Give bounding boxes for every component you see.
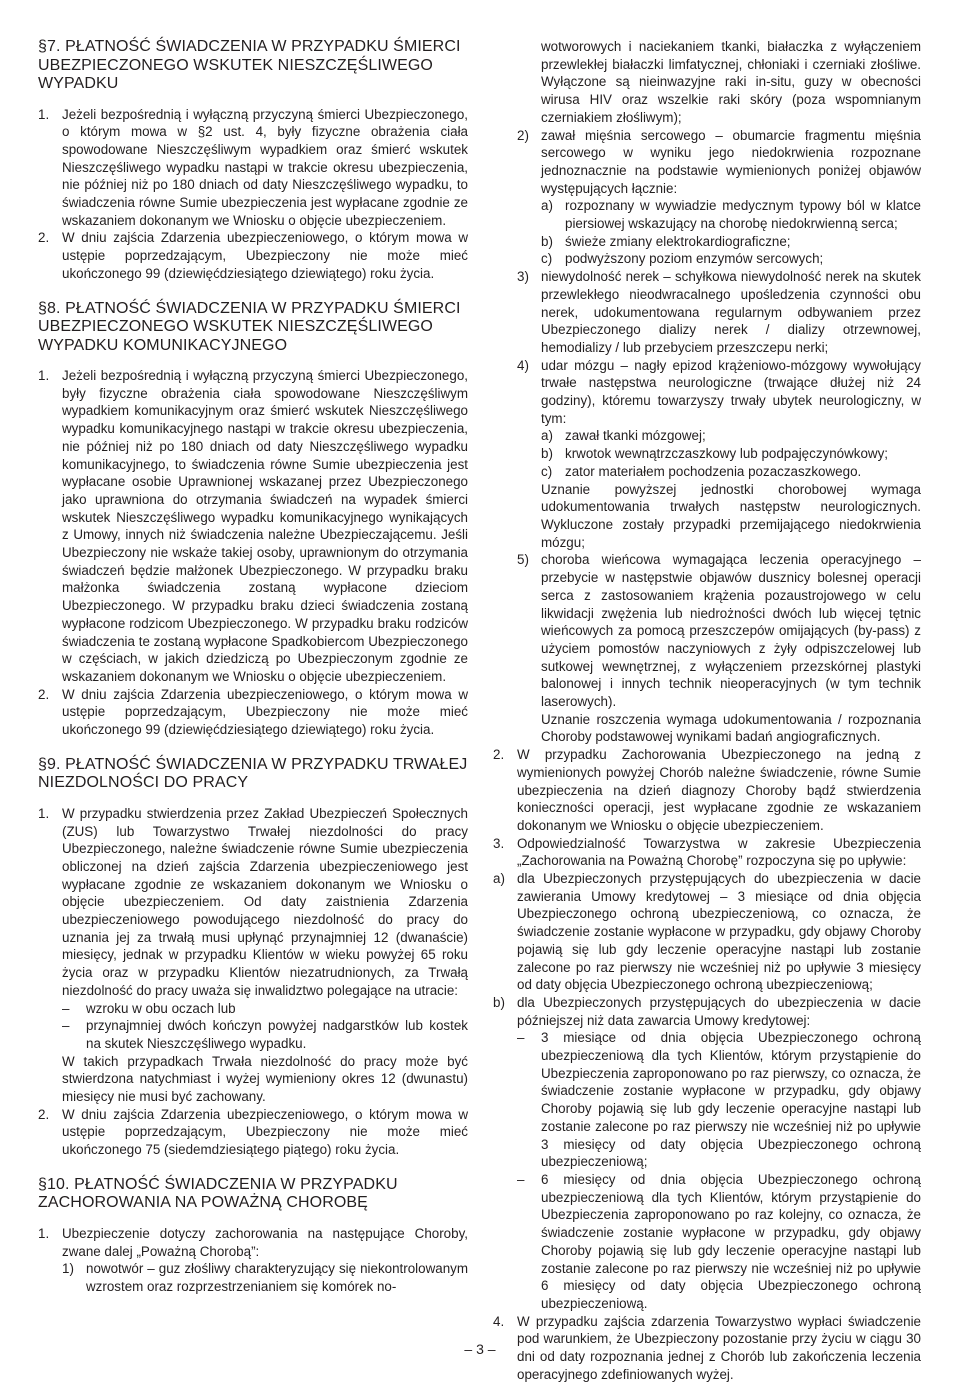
disease-item-5 xyxy=(517,551,921,746)
point-number: 3. xyxy=(493,835,505,851)
sub-item-text: podwyższony poziom enzymów sercowych; xyxy=(565,251,824,267)
item-number: 1) xyxy=(62,1261,74,1277)
dash-mark: – xyxy=(517,1172,525,1187)
section-9-point-1 xyxy=(38,805,468,1106)
sub-item-letter: b) xyxy=(541,233,553,249)
item-text: nowotwór – guz złośliwy charakteryzujący się niekontrolowanym wzrostem oraz rozprzestrzenianiem się komórek no- xyxy=(86,1261,468,1294)
section-9-point-2 xyxy=(38,1106,468,1159)
sub-item-text: rozpoznany w wywiadzie medycznym typowy ból w klatce piersiowej wskazujący na chorobę niedokrwienną serca; xyxy=(565,198,921,232)
section-10-point-3 xyxy=(493,835,921,870)
section-7-point-2 xyxy=(38,229,468,282)
sub-item xyxy=(541,445,921,463)
section-10-heading: §10. PŁATNOŚĆ ŚWIADCZENIA W PRZYPADKU ZACHOROWANIA NA POWAŻNĄ CHOROBĘ xyxy=(38,1175,398,1212)
sub-item-text: świeże zmiany elektrokardiograficzne; xyxy=(565,233,791,249)
dash-mark: – xyxy=(62,1018,70,1034)
disease-item-3 xyxy=(517,268,921,357)
sub-item-letter: b) xyxy=(541,446,553,462)
dash-item xyxy=(517,1029,921,1171)
item-text: zawał mięśnia sercowego – obumarcie fragmentu mięśnia sercowego w wyniku jego niedokrwienia rozpoznane jednoznacznie na podstawie wymienionych poniżej objawów występujących łącznie: xyxy=(541,127,921,196)
item-number: 4) xyxy=(517,357,529,373)
point-text: W przypadku zajścia zdarzenia Towarzystwo wypłaci świadczenie pod warunkiem, że Ubezpieczony pozostanie przy życiu w ciągu 30 dni od daty rozpoznania jednej z Chorób lub zakończenia leczenia operacyjnego zdefiniowanych wyżej. xyxy=(517,1313,921,1382)
sub-item-letter: c) xyxy=(541,463,553,479)
section-8-point-1 xyxy=(38,367,468,686)
point-number: 2. xyxy=(493,747,505,763)
item-note: Uznanie powyższej jednostki chorobowej wymaga udokumentowania trwałych następstw neurologicznych. Wykluczone zostały przypadki przemijającego niedokrwienia mózgu; xyxy=(541,481,921,550)
section-7-heading: §7. PŁATNOŚĆ ŚWIADCZENIA W PRZYPADKU ŚMIERCI UBEZPIECZONEGO WSKUTEK NIESZCZĘŚLIWEGO WYPADKU xyxy=(38,38,461,92)
disease-item-1 xyxy=(62,1260,468,1295)
dash-text: 3 miesiące od dnia objęcia Ubezpieczonego ochroną ubezpieczeniową dla tych Klientów, którym przystąpienie do Ubezpieczenia zaproponowano po raz pierwszy, co oznacza, że świadczenie zostanie wypłacone w przypadku, gdy objawy Choroby pojawią się lub gdy leczenie operacyjne nastąpi lub zostanie zalecone po raz pierwszy nie wcześniej niż po upływie 3 miesięcy od daty objęcia Ubezpieczonego ochroną ubezpieczeniową; xyxy=(541,1030,921,1170)
point-text: W dniu zajścia Zdarzenia ubezpieczeniowego, o którym mowa w ustępie poprzedzającym, Ubezpieczony nie może mieć ukończonego 99 (dziewięćdziesiątego dziewiątego) roku życia. xyxy=(62,230,468,281)
point-text: Jeżeli bezpośrednią i wyłączną przyczyną śmierci Ubezpieczonego, były fizyczne obrażenia ciała spowodowane Nieszczęśliwym wypadkiem komunikacyjnym oraz śmierć wskutek Nieszczęśliwego wypadku komunikacyjnego nastąpi w trakcie okresu ubezpieczenia, nie później niż po 180 dniach od daty Nieszczęśliwego wypadku komunikacyjnego, to świadczenia równe Sumie ubezpieczenia jest wypłacane osobie Uprawnionej wskazanej przez Ubezpieczonego jako uprawniona do otrzymania świadczeń na wypadek śmierci wskutek Nieszczęśliwego wypadku komunikacyjnego wynikających z Umowy, innych niż świadczenia należne Ubezpieczającemu. Jeśli Ubezpieczony nie wskaże takiej osoby, uprawnionym do otrzymania świadczeń będzie małżonek Ubezpieczonego. W przypadku braku małżonka świadczenia zostaną wypłacone dzieciom Ubezpieczonego. W przypadku braku dzieci świadczenia zostaną wypłacone rodzicom Ubezpieczonego. W przypadku braku rodziców świadczenia te zostaną wypłacone Spadkobiercom Ubezpieczonego w częściach, w jakich dziedziczą po Ubezpieczonym zgodnie ze wskazaniem dokonanym we Wniosku o objęcie ubezpieczeniem. xyxy=(62,368,468,684)
section-7-point-1 xyxy=(38,106,468,230)
sub-item xyxy=(541,427,921,445)
sub-item-text: zator materiałem pochodzenia pozaczaszkowego. xyxy=(565,463,862,479)
point-number: 2. xyxy=(38,686,50,702)
point-text: W dniu zajścia Zdarzenia ubezpieczeniowego, o którym mowa w ustępie poprzedzającym, Ubezpieczony nie może mieć ukończonego 99 (dziewięćdziesiątego dziewiątego) roku życia. xyxy=(62,686,468,738)
section-10-point-2 xyxy=(493,746,921,835)
sub-item xyxy=(541,463,921,481)
disease-item-4 xyxy=(517,357,921,552)
section-10-point-3b xyxy=(493,994,921,1313)
point-number: 1. xyxy=(38,106,50,122)
right-column xyxy=(493,38,921,1383)
section-10-point-3a xyxy=(493,870,921,994)
point-text: W przypadku Zachorowania Ubezpieczonego na jedną z wymienionych powyżej Chorób należne świadczenie, równe Sumie ubezpieczenia na dzień diagnozy Choroby bądź stwierdzenia konieczności operacji, jest wypłacane zgodnie ze wskazaniem dokonanym we Wniosku o objęcie ubezpieczeniem. xyxy=(517,747,921,833)
item-note: Uznanie roszczenia wymaga udokumentowania / rozpoznania Choroby podstawowej wynikami badań angiograficznych. xyxy=(541,711,921,745)
point-text: Ubezpieczenie dotyczy zachorowania na następujące Choroby, zwane dalej „Poważną Chorobą”: xyxy=(62,1225,468,1259)
disease-item-1-continued: wotworowych i naciekaniem tkanki, białaczka z wyłączeniem przewlekłej białaczki limfatycznej, chłoniaki i czerniaki złośliwe. Wyłączone są nieinwazyjne raki in-situ, guzy w obecności wirusa HIV oraz wszelkie raki skóry (poza wspomnianym czerniakiem złośliwym); xyxy=(541,39,921,125)
point-text: Jeżeli bezpośrednią i wyłączną przyczyną śmierci Ubezpieczonego, o którym mowa w §2 ust. 4, były fizyczne obrażenia ciała spowodowane Nieszczęśliwym wypadkiem oraz śmierć wskutek Nieszczęśliwego wypadku nastąpi w trakcie okresu ubezpieczenia, nie później niż po 180 dniach od daty Nieszczęśliwego wypadku, to świadczenia równe Sumie ubezpieczenia jest wypłacane zgodnie ze wskazaniem dokonanym we Wniosku o objęcie ubezpieczeniem. xyxy=(62,106,468,228)
dash-text: przynajmniej dwóch kończyn powyżej nadgarstków lub kostek na skutek Nieszczęśliwego wypadku. xyxy=(86,1018,468,1051)
dash-mark: – xyxy=(62,1000,70,1016)
point-text: Odpowiedzialność Towarzystwa w zakresie Ubezpieczenia „Zachorowania na Poważną Chorobę” rozpoczyna się po upływie: xyxy=(517,835,921,869)
point-text: W przypadku stwierdzenia przez Zakład Ubezpieczeń Społecznych (ZUS) lub Towarzystwo Trwałej niezdolności do pracy Ubezpieczonego, należne świadczenie równe Sumie ubezpieczenia obliczonej na dzień zajścia Zdarzenia ubezpieczeniowego jest wypłacane zgodnie ze wskazaniem dokonanym we Wniosku o objęcie ubezpieczeniem. Od daty zaistnienia Zdarzenia ubezpieczeniowego powodującego niezdolność do pracy do uznania jej za trwałą musi upłynąć przynajmniej 12 (dwanaście) miesięcy, jednak w przypadku Klientów w wieku powyżej 65 roku życia oraz w przypadku Klientów niezatrudnionych, za Trwałą niezdolność do pracy uważa się inwalidztwo polegające na utracie: xyxy=(62,805,468,998)
point-number: 1. xyxy=(38,805,50,821)
sub-item xyxy=(541,233,921,251)
section-8-point-2 xyxy=(38,686,468,739)
dash-item xyxy=(517,1171,921,1313)
point-text: dla Ubezpieczonych przystępujących do ubezpieczenia w dacie późniejszej niż data zawarcia Umowy kredytowej: xyxy=(517,994,921,1028)
sub-item-letter: a) xyxy=(541,428,553,444)
point-number: 1. xyxy=(38,1225,50,1241)
disease-item-2 xyxy=(517,127,921,269)
sub-item-letter: a) xyxy=(541,198,553,214)
point-number: 2. xyxy=(38,230,50,246)
section-8-heading: §8. PŁATNOŚĆ ŚWIADCZENIA W PRZYPADKU ŚMIERCI UBEZPIECZONEGO WSKUTEK NIESZCZĘŚLIWEGO WYPADKU KOMUNIKACYJNEGO xyxy=(38,299,461,354)
dash-text: 6 miesięcy od dnia objęcia Ubezpieczonego ochroną ubezpieczeniową dla tych Klientów, którym przystąpienie do Ubezpieczenia zaproponowano po raz kolejny, co oznacza, że świadczenie zostanie wypłacone w przypadku, gdy objawy Choroby pojawią się lub gdy leczenie operacyjne nastąpi lub zostanie zalecone po raz pierwszy nie wcześniej niż po upływie 6 miesięcy od daty objęcia Ubezpieczonego ochroną ubezpieczeniową. xyxy=(541,1172,921,1311)
point-letter: a) xyxy=(493,871,505,887)
point-text: dla Ubezpieczonych przystępujących do ubezpieczenia w dacie zawierania Umowy kredytowej – 3 miesiące od dnia objęcia Ubezpieczonego ochroną ubezpieczeniową, co oznacza, że świadczenie zostanie wypłacone w przypadku, gdy objawy Choroby pojawią się lub gdy leczenie operacyjne nastąpi lub zostanie zalecone po raz pierwszy nie wcześniej niż po upływie 3 miesięcy od daty objęcia Ubezpieczonego ochroną ubezpieczeniową; xyxy=(517,871,921,993)
section-9-heading: §9. PŁATNOŚĆ ŚWIADCZENIA W PRZYPADKU TRWAŁEJ NIEZDOLNOŚCI DO PRACY xyxy=(38,755,468,792)
page-number: – 3 – xyxy=(464,1341,496,1357)
point-number: 1. xyxy=(38,368,50,384)
item-number: 3) xyxy=(517,269,529,285)
sub-item xyxy=(541,197,921,232)
point-number: 4. xyxy=(493,1313,505,1329)
item-number: 2) xyxy=(517,127,529,143)
point-continuation: W takich przypadkach Trwała niezdolność do pracy może być stwierdzona natychmiast i wyżej wymieniony okres 12 (dwunastu) miesięcy nie musi być zachowany. xyxy=(62,1053,468,1105)
point-text: W dniu zajścia Zdarzenia ubezpieczeniowego, o którym mowa w ustępie poprzedzającym, Ubezpieczony nie może mieć ukończonego 75 (siedemdziesiątego piątego) roku życia. xyxy=(62,1106,468,1158)
dash-item xyxy=(62,1017,468,1052)
dash-mark: – xyxy=(517,1030,525,1046)
section-10-point-1 xyxy=(38,1225,468,1296)
left-column xyxy=(38,38,468,1296)
point-number: 2. xyxy=(38,1106,50,1122)
item-number: 5) xyxy=(517,552,529,568)
sub-item-text: krwotok wewnątrzczaszkowy lub podpajęczynówkowy; xyxy=(565,446,888,462)
dash-text: wzroku w obu oczach lub xyxy=(86,1000,236,1016)
item-text: udar mózgu – nagły epizod krążeniowo-mózgowy wywołujący trwałe następstwa neurologiczne (trwające dłużej niż 24 godziny), któremu towarzyszy trwały ubytek neurologiczny, w tym: xyxy=(541,357,921,426)
dash-item xyxy=(62,1000,468,1018)
point-letter: b) xyxy=(493,994,505,1010)
sub-item-letter: c) xyxy=(541,251,553,267)
sub-item xyxy=(541,250,921,268)
sub-item-text: zawał tkanki mózgowej; xyxy=(565,428,706,444)
item-text: choroba wieńcowa wymagająca leczenia operacyjnego – przebycie w następstwie objawów dusznicy bolesnej operacji serca z zastosowaniem krążenia pozaustrojowego w celu likwidacji zwężenia lub niedrożności dwóch lub więcej tętnic wieńcowych za pomocą przeszczepów omijających (by-pass) z użyciem pomostów naczyniowych z żyły odpiszczelowej lub sutkowej wewnętrznej, z wyłączeniem przezskórnej plastyki balonowej i innych technik nieoperacyjnych (w tym technik laserowych). xyxy=(541,552,921,710)
item-text: niewydolność nerek – schyłkowa niewydolność nerek na skutek przewlekłego nieodwracalnego upośledzenia czynności obu nerek, udokumentowana regularnym odbywaniem przez Ubezpieczonego dializy nerek / dializy otrzewnowej, hemodializy / lub przebyciem przeszczepu nerki; xyxy=(541,269,921,355)
